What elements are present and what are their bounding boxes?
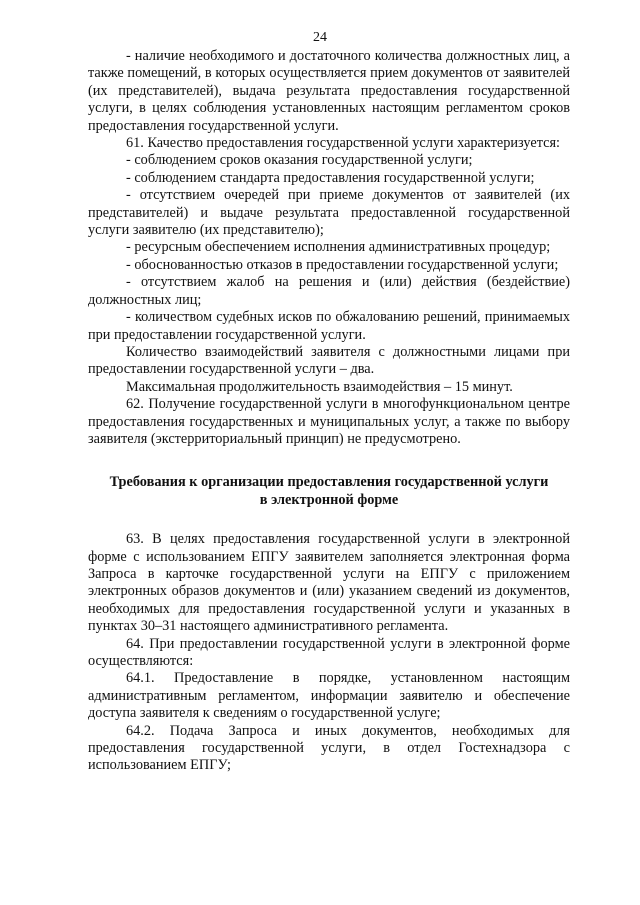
paragraph-item-63: 63. В целях предоставления государственной услуги в электронной форме с использованием ЕПГУ заявителем заполняется электронная форма Запроса в карточке государственной услуги на ЕПГУ с приложением электронных образов документов и (или) указанием сведений из документов, необходимых для предоставления государственной услуги и указанных в пунктах 30–31 настоящего административного регламента.	[88, 531, 570, 635]
list-item: - отсутствием очередей при приеме документов от заявителей (их представителей) и выдаче результата предоставленной государственной услуги заявителю (их представителю);	[88, 187, 570, 239]
list-item: - обоснованностью отказов в предоставлении государственной услуги;	[126, 256, 559, 273]
paragraph: Количество взаимодействий заявителя с должностными лицами при предоставлении государственной услуги – два.	[88, 343, 570, 378]
paragraph: - наличие необходимого и достаточного количества должностных лиц, а также помещений, в которых осуществляется прием документов от заявителей (их представителей), выдача результата предоставления государственной услуги, в целях соблюдения установленных настоящим регламентом сроков предоставления государственной услуги.	[88, 48, 570, 134]
section-heading-line-2: в электронной форме	[259, 491, 399, 508]
paragraph-item-64-1: 64.1. Предоставление в порядке, установленном настоящим административным регламентом, информации заявителю и обеспечение доступа заявителя к сведениям о государственной услуге;	[88, 670, 570, 722]
section-heading	[88, 474, 570, 509]
paragraph-item-62: 62. Получение государственной услуги в многофункциональном центре предоставления государственных и муниципальных услуг, а также по выбору заявителя (экстерриториальный принцип) не предусмотрено.	[88, 396, 570, 447]
list-item: - соблюдением стандарта предоставления государственной услуги;	[126, 169, 535, 186]
paragraph-item-64-2: 64.2. Подача Запроса и иных документов, необходимых для предоставления государственной услуги, в отдел Гостехнадзора с использованием ЕПГУ;	[88, 722, 570, 774]
paragraph-item-64: 64. При предоставлении государственной услуги в электронной форме осуществляются:	[88, 635, 570, 669]
list-item: - соблюдением сроков оказания государственной услуги;	[126, 152, 473, 169]
list-item: - отсутствием жалоб на решения и (или) действия (бездействие) должностных лиц;	[88, 274, 570, 308]
paragraph: Максимальная продолжительность взаимодействия – 15 минут.	[126, 378, 513, 395]
section-heading-line-1: Требования к организации предоставления государственной услуги	[109, 474, 549, 491]
list-item: - ресурсным обеспечением исполнения административных процедур;	[126, 239, 551, 256]
paragraph-item-61: 61. Качество предоставления государственной услуги характеризуется:	[126, 135, 561, 152]
list-item: - количеством судебных исков по обжалованию решений, принимаемых при предоставлении государственной услуги.	[88, 309, 570, 343]
page-number: 24	[313, 30, 327, 45]
document-body	[88, 48, 570, 775]
